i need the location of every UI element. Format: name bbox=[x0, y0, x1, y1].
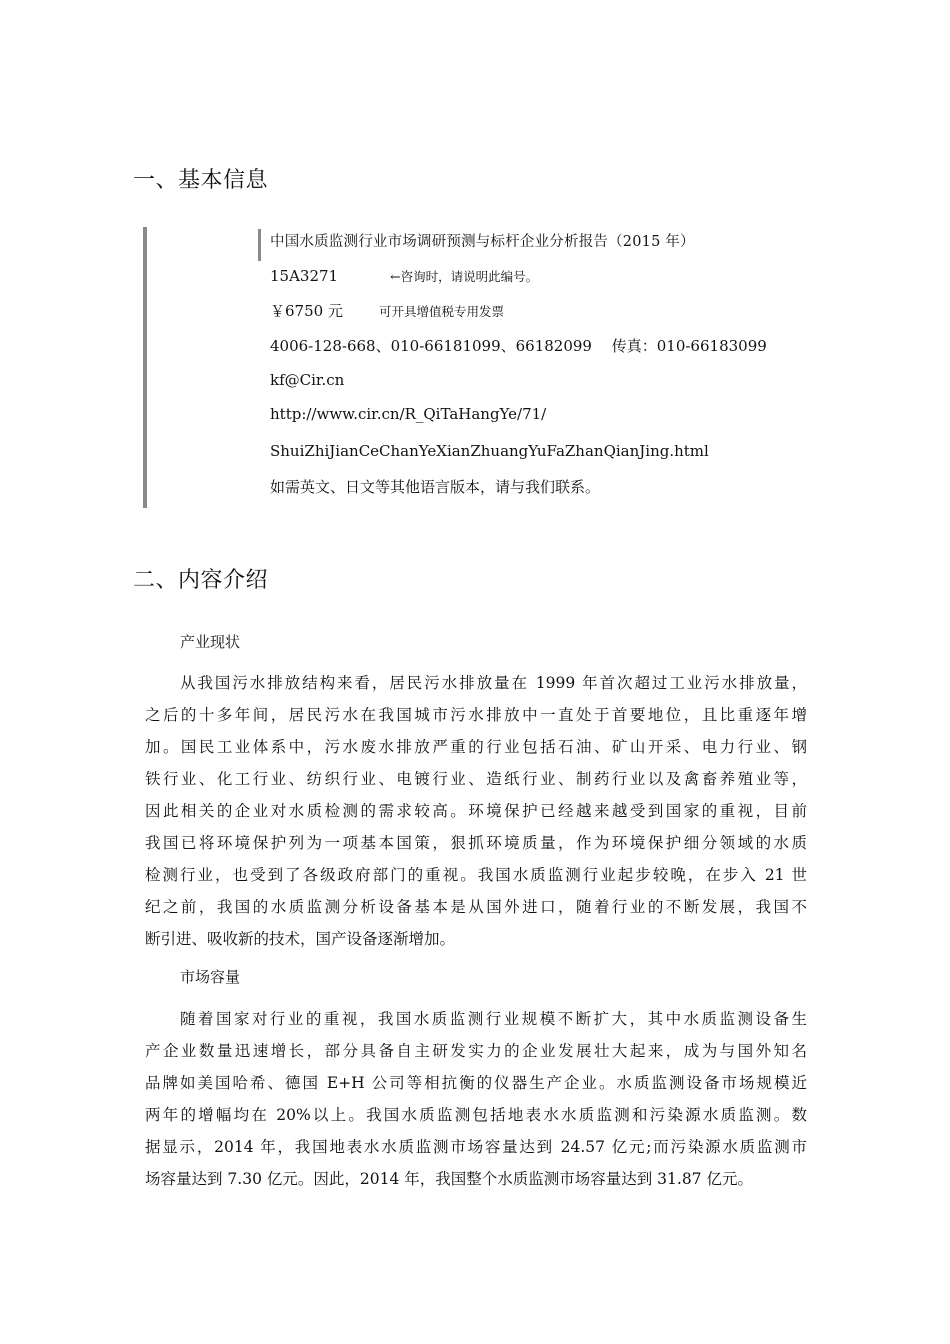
paragraph-line: 据显示，2014 年，我国地表水水质监测市场容量达到 24.57 亿元;而污染源水质监测市 bbox=[145, 1138, 807, 1156]
email-link[interactable]: kf@Cir.cn bbox=[270, 371, 345, 389]
price-note: 可开具增值税专用发票 bbox=[378, 304, 504, 319]
paragraph-line: 产企业数量迅速增长，部分具备自主研发实力的企业发展壮大起来，成为与国外知名 bbox=[145, 1042, 807, 1060]
paragraph-line: 加。国民工业体系中，污水废水排放严重的行业包括石油、矿山开采、电力行业、钢 bbox=[145, 738, 807, 756]
report-name-marker-bar bbox=[258, 229, 261, 261]
subheading-industry-status: 产业现状 bbox=[180, 633, 241, 651]
report-name-value: 中国水质监测行业市场调研预测与标杆企业分析报告（2015 年） bbox=[270, 234, 695, 250]
paragraph-line: 检测行业，也受到了各级政府部门的重视。我国水质监测行业起步较晚，在步入 21 世 bbox=[145, 866, 807, 884]
paragraph-line: 从我国污水排放结构来看，居民污水排放量在 1999 年首次超过工业污水排放量， bbox=[180, 674, 807, 692]
info-block-left-bar bbox=[143, 227, 147, 508]
report-number-note: ←咨询时，请说明此编号。 bbox=[390, 269, 539, 284]
web-link-line1[interactable]: http://www.cir.cn/R_QiTaHangYe/71/ bbox=[270, 405, 547, 423]
paragraph-line: 我国已将环境保护列为一项基本国策，狠抓环境质量，作为环境保护细分领域的水质 bbox=[145, 834, 807, 852]
paragraph-line: 断引进、吸收新的技术，国产设备逐渐增加。 bbox=[145, 930, 456, 948]
price-value: ￥6750 元 bbox=[270, 302, 343, 320]
section-title-basic-info: 一、基本信息 bbox=[133, 168, 269, 193]
phone-value: 4006-128-668、010-66181099、66182099 传真：010-66183099 bbox=[270, 337, 767, 355]
subheading-market-capacity: 市场容量 bbox=[180, 968, 241, 986]
section-title-content-intro: 二、内容介绍 bbox=[133, 568, 269, 593]
web-link-line2[interactable]: ShuiZhiJianCeChanYeXianZhuangYuFaZhanQianJing.html bbox=[270, 442, 709, 460]
price-value-group bbox=[270, 298, 504, 325]
report-number-value: 15A3271 bbox=[270, 267, 339, 285]
report-number-value-group bbox=[270, 263, 538, 290]
paragraph-line: 之后的十多年间，居民污水在我国城市污水排放中一直处于首要地位，且比重逐年增 bbox=[145, 706, 807, 724]
paragraph-line: 随着国家对行业的重视，我国水质监测行业规模不断扩大，其中水质监测设备生 bbox=[180, 1010, 807, 1028]
paragraph-line: 两年的增幅均在 20%以上。我国水质监测包括地表水水质监测和污染源水质监测。数 bbox=[145, 1106, 807, 1124]
paragraph-line: 纪之前，我国的水质监测分析设备基本是从国外进口，随着行业的不断发展，我国不 bbox=[145, 898, 807, 916]
paragraph-line: 品牌如美国哈希、德国 E+H 公司等相抗衡的仪器生产企业。水质监测设备市场规模近 bbox=[145, 1074, 807, 1092]
tip-value: 如需英文、日文等其他语言版本，请与我们联系。 bbox=[270, 478, 601, 496]
paragraph-line: 场容量达到 7.30 亿元。因此，2014 年，我国整个水质监测市场容量达到 31.87 亿元。 bbox=[145, 1170, 753, 1188]
paragraph-line: 因此相关的企业对水质检测的需求较高。环境保护已经越来越受到国家的重视，目前 bbox=[145, 802, 807, 820]
paragraph-line: 铁行业、化工行业、纺织行业、电镀行业、造纸行业、制药行业以及禽畜养殖业等， bbox=[145, 770, 807, 788]
